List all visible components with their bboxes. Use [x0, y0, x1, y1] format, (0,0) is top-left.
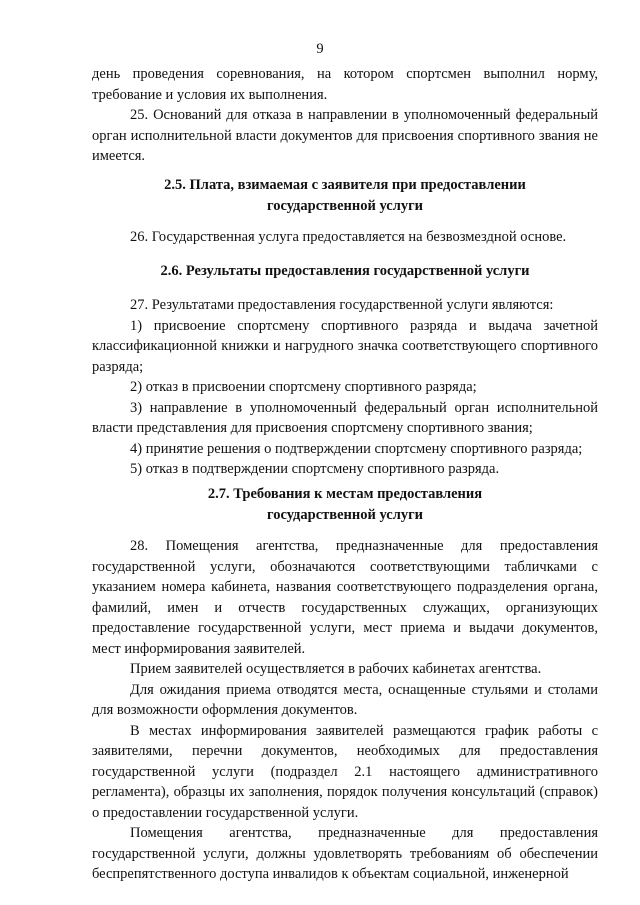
heading-line: 2.5. Плата, взимаемая с заявителя при предоставлении: [164, 177, 526, 193]
section-heading-2-5: [92, 175, 598, 216]
section-heading-2-6: [92, 261, 598, 282]
paragraph: 26. Государственная услуга предоставляется на безвозмездной основе.: [130, 229, 567, 245]
page-number: 9: [316, 41, 324, 57]
paragraph: Помещения агентства, предназначенные для предоставления государственной услуги, должны удовлетворять требованиям об обеспечении беспрепятственного доступа инвалидов к объектам социальной, инженерной: [92, 825, 598, 882]
paragraph-block: [92, 227, 598, 248]
list-item: 1) присвоение спортсмену спортивного разряда и выдача зачетной классификационной книжки и нагрудного значка соответствующего спортивного разряда;: [92, 317, 598, 375]
paragraph-block: [92, 536, 598, 885]
heading-line: государственной услуги: [266, 197, 424, 214]
paragraph: 28. Помещения агентства, предназначенные для предоставления государственной услуги, обозначаются соответствующими табличками с указанием номера кабинета, названия соответствующего подразделения органа, фамилий, имен и отчеств государственных служащих, организующих предоставление государственной услуги, мест приема и выдачи документов, мест информирования заявителей.: [92, 538, 598, 657]
paragraph-continuation: [92, 64, 598, 167]
paragraph: Прием заявителей осуществляется в рабочих кабинетах агентства.: [130, 661, 542, 677]
results-list: [92, 295, 598, 480]
list-item: 3) направление в уполномоченный федеральный орган исполнительной власти представления для присвоения спортсмену спортивного звания;: [92, 399, 598, 436]
list-item: 2) отказ в присвоении спортсмену спортивного разряда;: [130, 379, 477, 395]
heading-line: государственной услуги: [266, 506, 424, 523]
paragraph: 25. Оснований для отказа в направлении в уполномоченный федеральный орган исполнительной власти документов для присвоения спортивного звания не имеется.: [92, 107, 598, 164]
paragraph: Для ожидания приема отводятся места, оснащенные стульями и столами для возможности оформления документов.: [92, 681, 598, 718]
list-item: 4) принятие решения о подтверждении спортсмену спортивного разряда;: [130, 440, 583, 457]
paragraph: 27. Результатами предоставления государственной услуги являются:: [130, 297, 554, 313]
section-heading-2-7: [92, 484, 598, 525]
heading-line: 2.7. Требования к местам предоставления: [207, 486, 483, 502]
paragraph: день проведения соревнования, на котором спортсмен выполнил норму, требование и условия их выполнения.: [92, 66, 598, 103]
heading-line: 2.6. Результаты предоставления государственной услуги: [160, 263, 530, 279]
paragraph: В местах информирования заявителей размещаются график работы с заявителями, перечни документов, необходимых для предоставления государственной услуги (подраздел 2.1 настоящего административного регламента), образцы их заполнения, порядок получения консультаций (справок) о предоставлении государственной услуги.: [92, 722, 598, 821]
list-item: 5) отказ в подтверждении спортсмену спортивного разряда.: [130, 461, 500, 477]
